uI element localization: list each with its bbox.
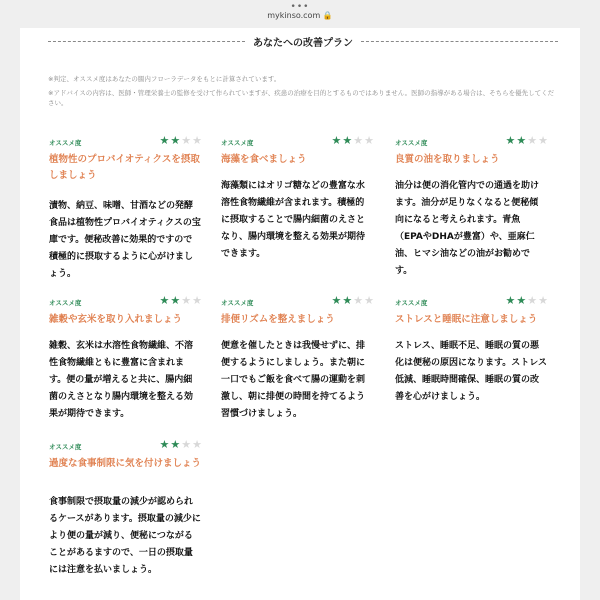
star-empty-icon: ★ xyxy=(192,294,203,307)
advice-title: 過度な食事制限に気を付けましょう xyxy=(49,458,202,469)
note-line: ※判定、オススメ度はあなたの腸内フローラデータをもとに計算されています。 xyxy=(48,75,281,83)
star-filled-icon: ★ xyxy=(159,294,171,307)
star-filled-icon: ★ xyxy=(170,438,182,451)
rating-stars xyxy=(160,438,204,451)
star-filled-icon: ★ xyxy=(170,294,182,307)
rating-stars xyxy=(332,294,376,307)
advice-body: 海藻類にはオリゴ糖などの豊富な水溶性食物繊維が含まれます。積極的に摂取することで腸内細菌のえさとなり、腸内環境を整える効果が期待できます。 xyxy=(221,181,366,259)
recommend-label: オススメ度 xyxy=(395,299,428,307)
recommend-label: オススメ度 xyxy=(395,139,428,147)
section-title: あなたへの改善プラン xyxy=(253,37,353,49)
star-empty-icon: ★ xyxy=(181,134,193,147)
star-filled-icon: ★ xyxy=(170,134,182,147)
recommend-label: オススメ度 xyxy=(49,139,82,147)
more-dots-icon[interactable]: ••• xyxy=(290,2,310,12)
advice-body: 食事制限で摂取量の減少が認められるケースがあります。摂取量の減少により便の量が減り、便秘につながることがあるますので、一日の摂取量には注意を払いましょう。 xyxy=(49,497,201,575)
improvement-plan-panel xyxy=(20,28,580,600)
star-filled-icon: ★ xyxy=(516,294,528,307)
star-empty-icon: ★ xyxy=(364,134,375,147)
star-filled-icon: ★ xyxy=(505,134,517,147)
advice-title: ストレスと睡眠に注意しましょう xyxy=(395,314,538,325)
recommend-label: オススメ度 xyxy=(221,139,254,147)
advice-body: 雑穀、玄米は水溶性食物繊維、不溶性食物繊維ともに豊富に含まれます。便の量が増えると共に、腸内細菌のえさとなり腸内環境を整える効果が期待できます。 xyxy=(49,341,194,419)
star-filled-icon: ★ xyxy=(342,294,354,307)
section-heading xyxy=(48,34,558,48)
star-empty-icon: ★ xyxy=(527,294,539,307)
advice-title: 良質の油を取りましょう xyxy=(395,154,500,165)
advice-title: 植物性のプロバイオティクスを摂取しましょう xyxy=(49,154,200,181)
star-empty-icon: ★ xyxy=(192,438,203,451)
browser-bar xyxy=(0,0,600,28)
star-filled-icon: ★ xyxy=(331,134,343,147)
address-bar[interactable]: mykinso.com 🔒 xyxy=(267,11,333,20)
advice-body: 油分は便の消化管内での通過を助けます。油分が足りなくなると便秘傾向になると考えられます。青魚（EPAやDHAが豊富）や、亜麻仁油、ヒマシ油などの油がお勧めです。 xyxy=(395,181,540,276)
note-line: ※アドバイスの内容は、医師・管理栄養士の監修を受けて作られていますが、疾患の治療を目的とするものではありません。医師の指導がある場合は、そちらを優先してください。 xyxy=(48,89,555,107)
rating-stars xyxy=(506,134,550,147)
star-filled-icon: ★ xyxy=(159,438,171,451)
star-empty-icon: ★ xyxy=(353,294,365,307)
star-filled-icon: ★ xyxy=(516,134,528,147)
star-filled-icon: ★ xyxy=(505,294,517,307)
advice-title: 排便リズムを整えましょう xyxy=(221,314,335,325)
advice-body: ストレス、睡眠不足、睡眠の質の悪化は便秘の原因になります。ストレス低減、睡眠時間確保、睡眠の質の改善を心がけましょう。 xyxy=(395,341,548,402)
advice-title: 海藻を食べましょう xyxy=(221,154,307,165)
rating-stars xyxy=(160,294,204,307)
star-empty-icon: ★ xyxy=(527,134,539,147)
star-filled-icon: ★ xyxy=(342,134,354,147)
star-empty-icon: ★ xyxy=(538,294,549,307)
divider xyxy=(48,41,245,42)
star-empty-icon: ★ xyxy=(181,438,193,451)
recommend-label: オススメ度 xyxy=(221,299,254,307)
star-empty-icon: ★ xyxy=(364,294,375,307)
advice-body: 漬物、納豆、味噌、甘酒などの発酵食品は植物性プロバイオティクスの宝庫です。便秘改善に効果的ですので積極的に摂取するように心がけましょう。 xyxy=(49,201,201,279)
rating-stars xyxy=(160,134,204,147)
star-empty-icon: ★ xyxy=(192,134,203,147)
star-empty-icon: ★ xyxy=(181,294,193,307)
star-filled-icon: ★ xyxy=(159,134,171,147)
advice-title: 雑穀や玄米を取り入れましょう xyxy=(49,314,183,325)
recommend-label: オススメ度 xyxy=(49,443,82,451)
star-empty-icon: ★ xyxy=(353,134,365,147)
rating-stars xyxy=(506,294,550,307)
rating-stars xyxy=(332,134,376,147)
star-filled-icon: ★ xyxy=(331,294,343,307)
advice-body: 便意を催したときは我慢せずに、排便するようにしましょう。また朝に一口でもご飯を食べて腸の運動を刺激し、朝に排便の時間を持てるよう習慣づけましょう。 xyxy=(221,341,366,419)
recommend-label: オススメ度 xyxy=(49,299,82,307)
star-empty-icon: ★ xyxy=(538,134,549,147)
divider xyxy=(361,41,558,42)
